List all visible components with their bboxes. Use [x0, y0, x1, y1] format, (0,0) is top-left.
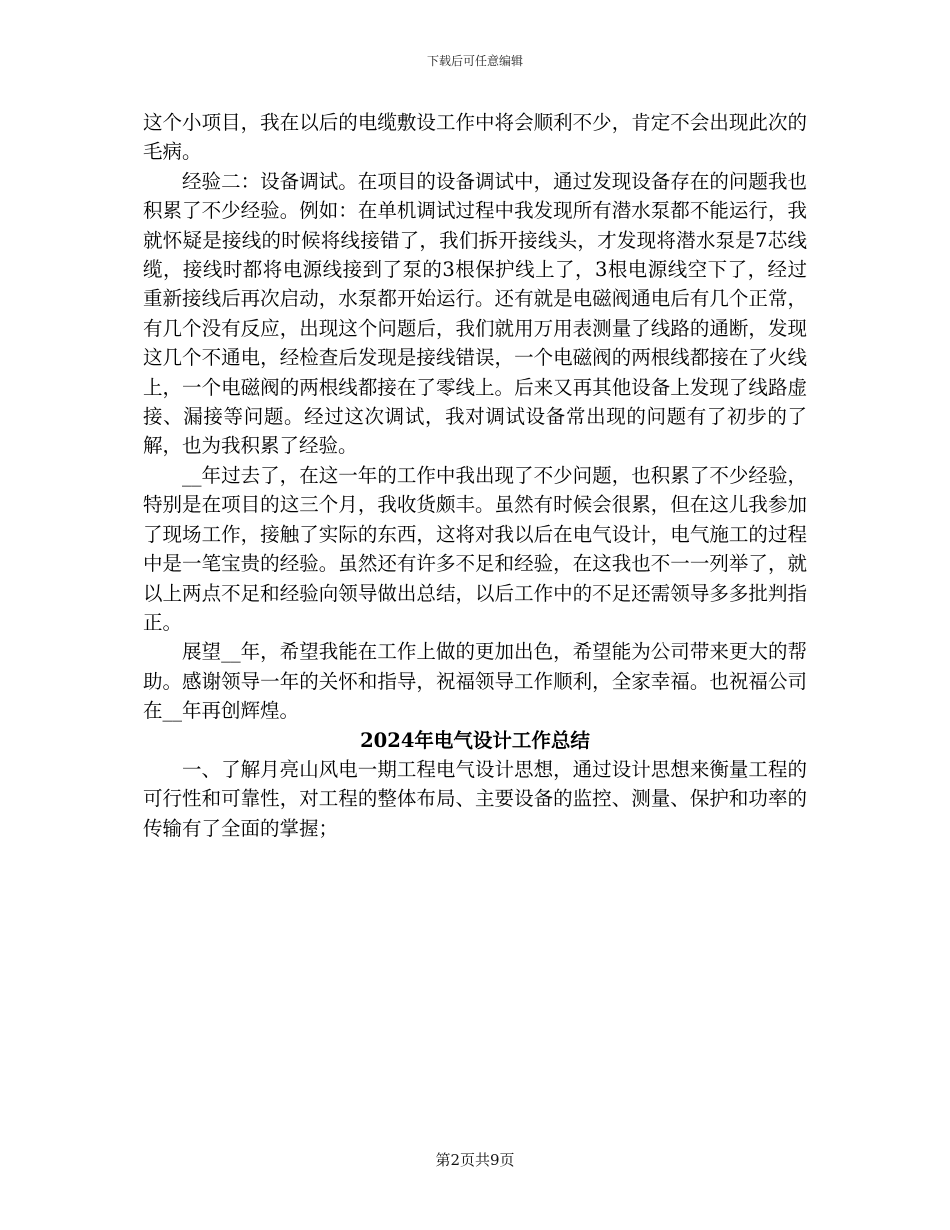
paragraph-year-review: __年过去了，在这一年的工作中我出现了不少问题，也积累了不少经验，特别是在项目的这三个月，我收货颇丰。虽然有时候会很累，但在这儿我参加了现场工作，接触了实际的东西，这将对我以后在电气设计，电气施工的过程中是一笔宝贵的经验。虽然还有许多不足和经验，在这我也不一一列举了，就以上两点不足和经验向领导做出总结，以后工作中的不足还需领导多多批判指正。 [143, 463, 807, 634]
page-header: 下载后可任意编辑 [426, 54, 523, 68]
document-body [143, 108, 807, 843]
section-title: 2024年电气设计工作总结 [360, 728, 590, 752]
paragraph-experience-two: 经验二：设备调试。在项目的设备调试中，通过发现设备存在的问题我也积累了不少经验。例如：在单机调试过程中我发现所有潜水泵都不能运行，我就怀疑是接线的时候将线接错了，我们拆开接线头，才发现将潜水泵是7芯线缆，接线时都将电源线接到了泵的3根保护线上了，3根电源线空下了，经过重新接线后再次启动，水泵都开始运行。还有就是电磁阀通电后有几个正常，有几个没有反应，出现这个问题后，我们就用万用表测量了线路的通断，发现这几个不通电，经检查后发现是接线错误，一个电磁阀的两根线都接在了火线上，一个电磁阀的两根线都接在了零线上。后来又再其他设备上发现了线路虚接、漏接等问题。经过这次调试，我对调试设备常出现的问题有了初步的了解，也为我积累了经验。 [143, 169, 807, 458]
paragraph-continuation: 这个小项目，我在以后的电缆敷设工作中将会顺利不少，肯定不会出现此次的毛病。 [143, 111, 807, 164]
paragraph-section-one: 一、了解月亮山风电一期工程电气设计思想，通过设计思想来衡量工程的可行性和可靠性，对工程的整体布局、主要设备的监控、测量、保护和功率的传输有了全面的掌握； [143, 757, 807, 840]
paragraph-outlook: 展望__年，希望我能在工作上做的更加出色，希望能为公司带来更大的帮助。感谢领导一年的关怀和指导，祝福领导工作顺利，全家幸福。也祝福公司在__年再创辉煌。 [143, 640, 807, 723]
page-footer: 第2页共9页 [435, 1151, 515, 1169]
